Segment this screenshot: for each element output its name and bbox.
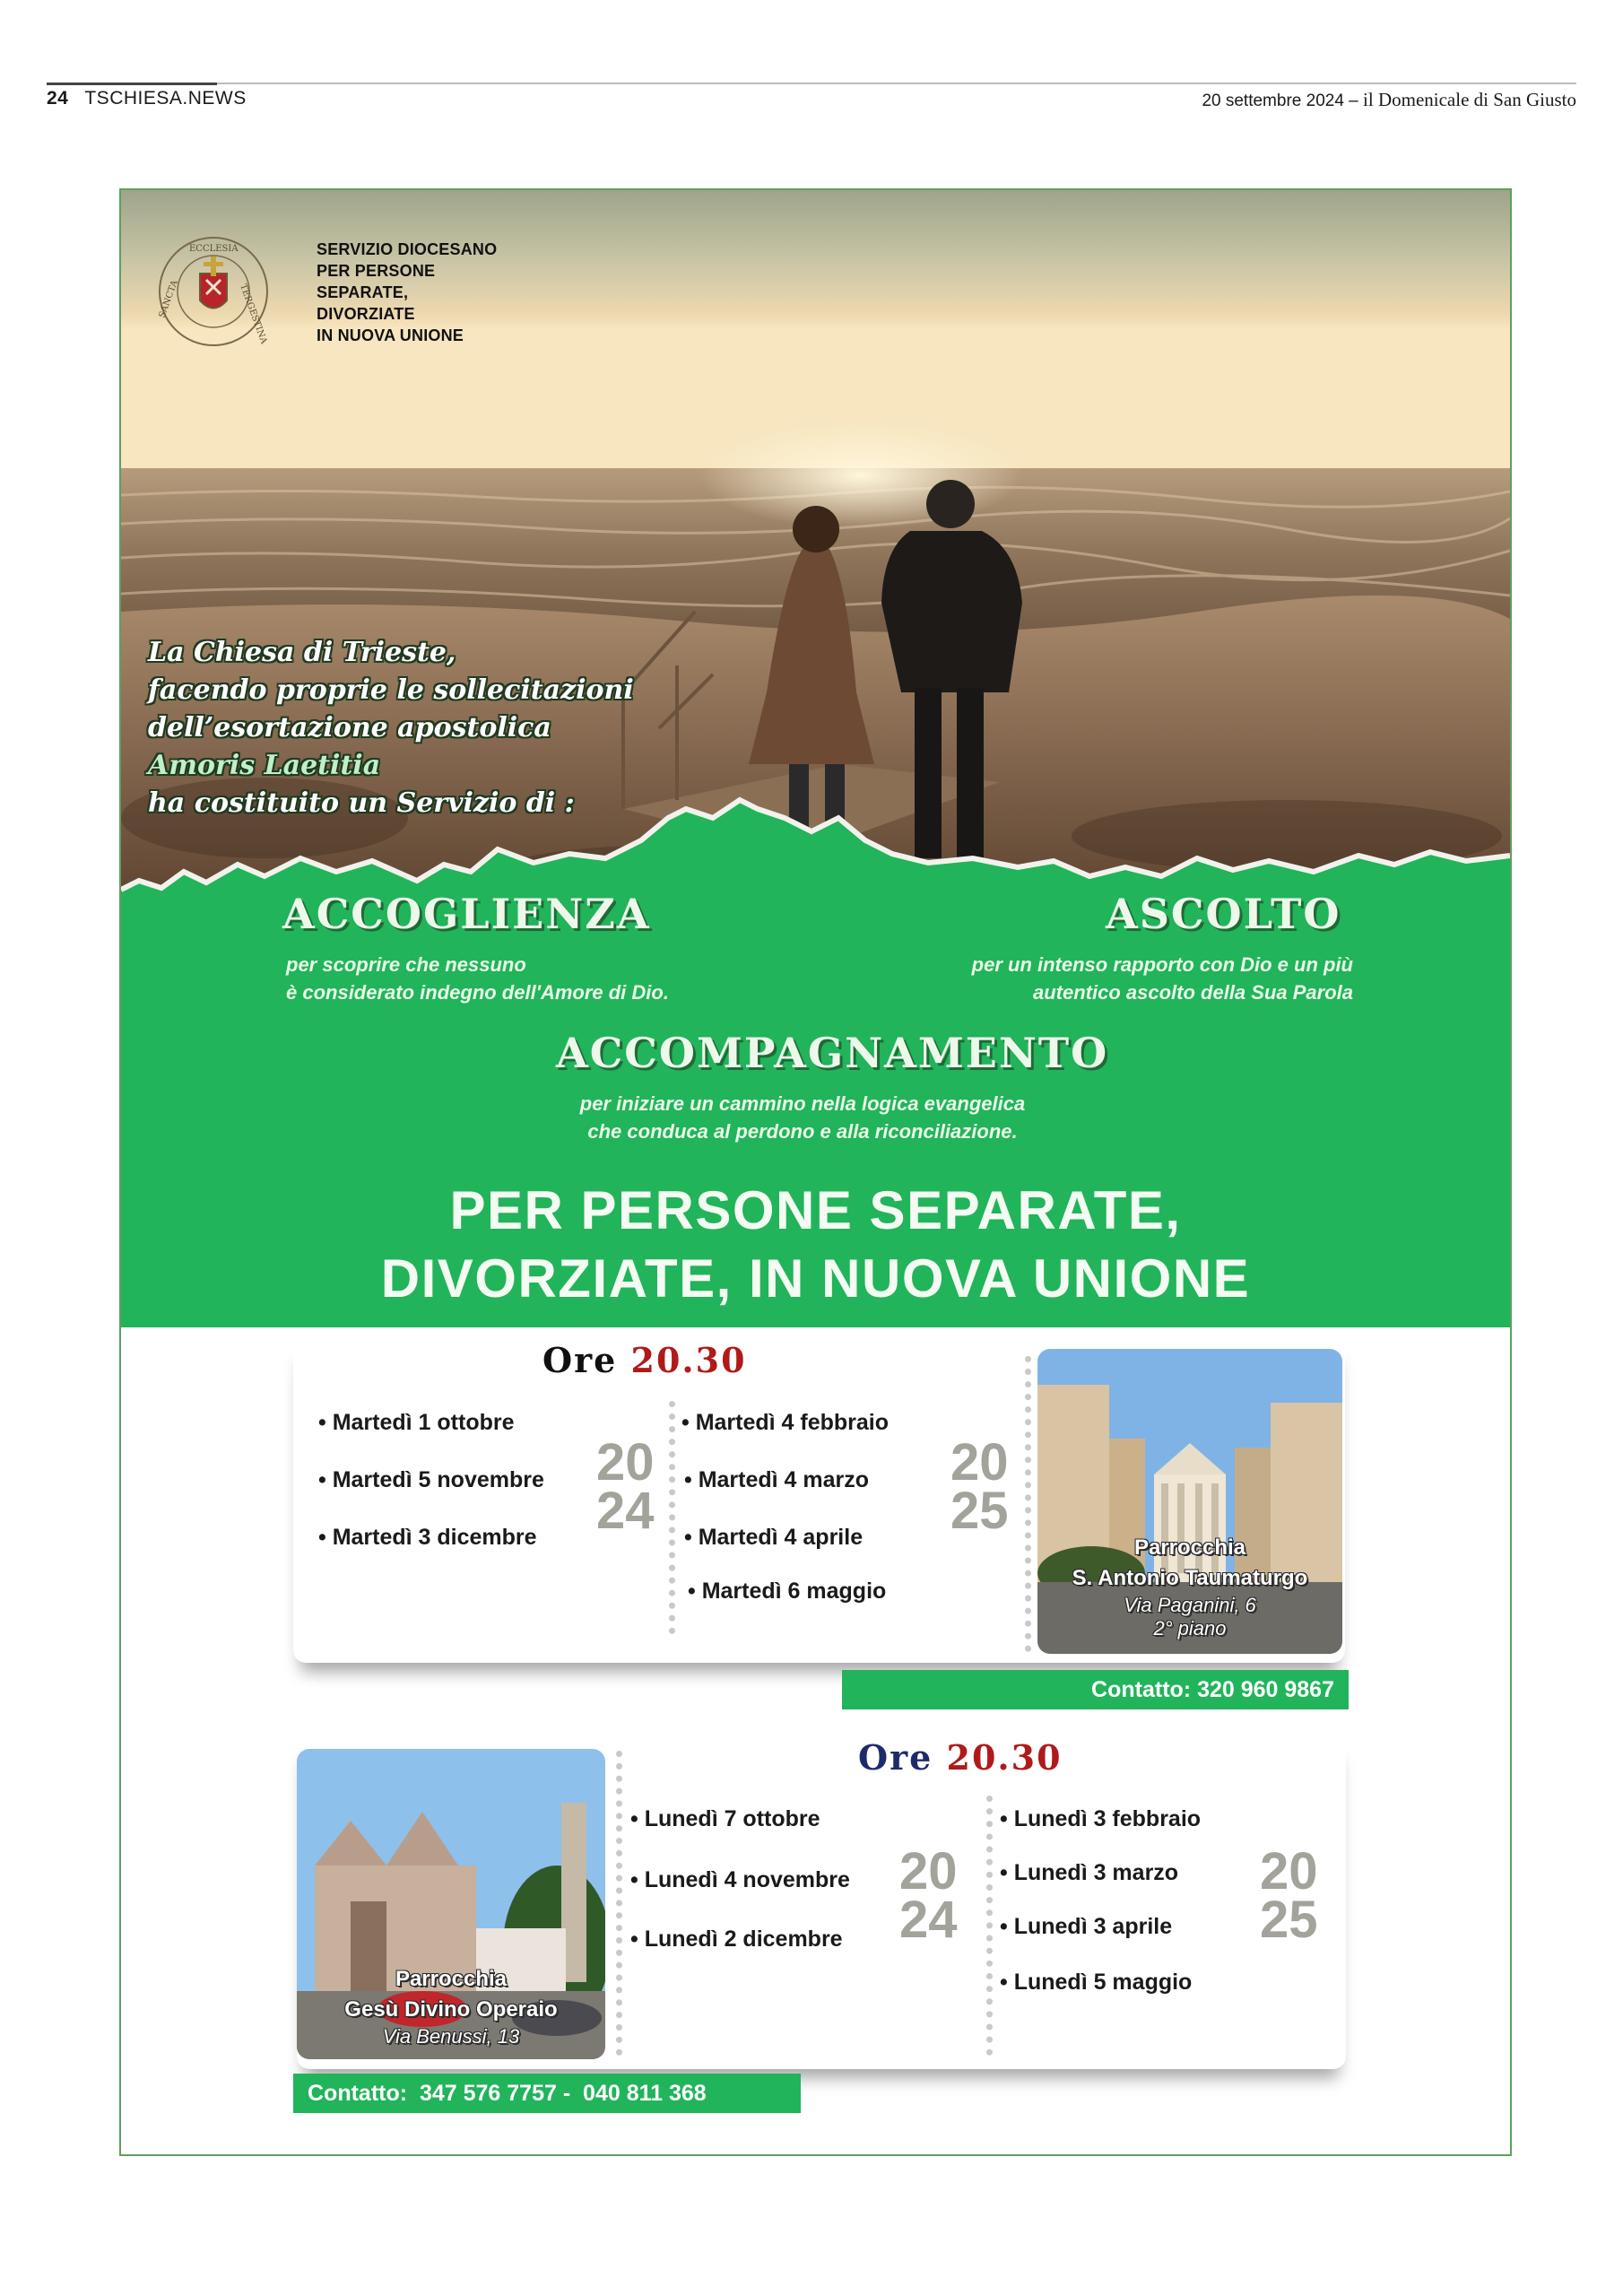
- schedule1-date: • Martedì 3 dicembre: [318, 1525, 537, 1551]
- intro-line: La Chiesa di Trieste,: [148, 637, 456, 668]
- contact-box-1: [842, 1670, 1349, 1709]
- ore-time: 20.30: [946, 1737, 1063, 1778]
- intro-line: ha costituito un Servizio di :: [148, 787, 575, 819]
- parish-name: Gesù Divino Operaio: [344, 1997, 558, 2022]
- page-header-right: [1202, 89, 1576, 111]
- ore-label: Ore: [542, 1340, 618, 1380]
- section-name: TSCHIESA.NEWS: [84, 88, 247, 109]
- parish-address: Via Benussi, 13: [382, 2025, 520, 2048]
- accoglienza-line: è considerato indegno dell'Amore di Dio.: [286, 981, 669, 1004]
- issue-date: 20 settembre 2024 –: [1202, 91, 1358, 110]
- accompagnamento-title: ACCOMPAGNAMENTO: [556, 1029, 1109, 1077]
- schedule2-date: • Lunedì 5 maggio: [1000, 1970, 1192, 1996]
- schedule2-date: • Lunedì 2 dicembre: [630, 1926, 843, 1952]
- year-digits: 24: [596, 1482, 655, 1540]
- schedule2-date: • Lunedì 4 novembre: [630, 1867, 850, 1893]
- schedule1-date: • Martedì 5 novembre: [318, 1467, 544, 1493]
- year-digits: 20: [899, 1842, 958, 1900]
- page-number: 24: [47, 88, 69, 109]
- ascolto-title: ASCOLTO: [1106, 890, 1341, 938]
- green-band: [121, 190, 1510, 1327]
- parish-name: S. Antonio Taumaturgo: [1072, 1566, 1308, 1590]
- parish-word: Parrocchia: [1133, 1535, 1246, 1560]
- schedule1-date: • Martedì 4 marzo: [684, 1467, 869, 1493]
- year-2025: [950, 1433, 1009, 1540]
- year-digits: 25: [950, 1482, 1009, 1540]
- schedule1-date: • Martedì 4 febbraio: [681, 1410, 889, 1436]
- svg-text:SANCTA: SANCTA: [157, 279, 180, 320]
- year-digits: 25: [1260, 1891, 1318, 1949]
- advertisement-poster: [119, 188, 1512, 2156]
- year-2024: [596, 1433, 655, 1540]
- accompagnamento-text: [542, 1090, 1063, 1145]
- accoglienza-line: per scoprire che nessuno: [286, 953, 526, 976]
- ascolto-line: per un intenso rapporto con Dio e un più: [971, 953, 1353, 976]
- headline-line: PER PERSONE SEPARATE,: [449, 1180, 1182, 1240]
- ore-time: 20.30: [630, 1340, 747, 1380]
- accompagnamento-line: che conduca al perdono e alla riconciliazione.: [587, 1120, 1018, 1143]
- schedule1-time: [542, 1340, 747, 1380]
- schedule2-date: • Lunedì 3 marzo: [1000, 1860, 1178, 1886]
- service-line: IN NUOVA UNIONE: [317, 326, 464, 344]
- ore-label: Ore: [858, 1737, 933, 1778]
- svg-text:TERGESTINA: TERGESTINA: [238, 283, 269, 346]
- year-digits: 20: [1260, 1842, 1318, 1900]
- service-line: SEPARATE,: [317, 283, 409, 301]
- page-header-left: [47, 88, 247, 109]
- divider-dots: [616, 1751, 622, 2056]
- year-digits: 24: [899, 1891, 958, 1949]
- schedule2-time: [858, 1737, 1063, 1778]
- intro-line: facendo proprie le sollecitazioni: [148, 674, 634, 706]
- parish-address: Via Paganini, 6: [1124, 1594, 1256, 1616]
- divider-dots: [669, 1401, 675, 1634]
- ascolto-text: [972, 951, 1353, 1006]
- main-headline: [121, 1177, 1510, 1313]
- schedule1-date: • Martedì 1 ottobre: [318, 1410, 515, 1436]
- parish-label: [1037, 1533, 1342, 1640]
- service-line: DIVORZIATE: [317, 305, 415, 323]
- parish-photo-gesu-divino-operaio: [297, 1749, 605, 2059]
- accoglienza-title: ACCOGLIENZA: [282, 890, 651, 938]
- contact-text-1: Contatto: 320 960 9867: [1091, 1677, 1334, 1702]
- parish-word: Parrocchia: [395, 1967, 508, 1991]
- year-digits: 20: [950, 1433, 1009, 1492]
- divider-dots: [1025, 1356, 1031, 1652]
- parish-label: [297, 1964, 605, 2048]
- accompagnamento-line: per iniziare un cammino nella logica evangelica: [579, 1092, 1026, 1115]
- schedule2-date: • Lunedì 3 aprile: [1000, 1914, 1172, 1940]
- intro-line: dell’esortazione apostolica: [148, 712, 551, 744]
- year-digits: 20: [596, 1433, 655, 1492]
- year-2024: [899, 1842, 958, 1949]
- divider-dots: [986, 1796, 993, 2056]
- ascolto-line: autentico ascolto della Sua Parola: [1033, 981, 1353, 1004]
- accoglienza-text: [286, 951, 669, 1006]
- header-rule: [47, 83, 1576, 84]
- schedule1-date: • Martedì 6 maggio: [688, 1578, 886, 1605]
- service-line: PER PERSONE: [317, 262, 436, 280]
- contact-box-2: [293, 2074, 801, 2113]
- schedule2-date: • Lunedì 7 ottobre: [630, 1806, 820, 1832]
- headline-line: DIVORZIATE, IN NUOVA UNIONE: [380, 1248, 1251, 1309]
- svg-text:ECCLESIA: ECCLESIA: [189, 244, 239, 254]
- parish-floor: 2° piano: [1153, 1617, 1227, 1639]
- service-line: SERVIZIO DIOCESANO: [317, 240, 498, 258]
- intro-line-highlight: Amoris Laetitia: [148, 750, 381, 781]
- schedule1-date: • Martedì 4 aprile: [684, 1525, 863, 1551]
- contact-text-2: Contatto: 347 576 7757 - 040 811 368: [308, 2081, 707, 2106]
- parish-photo-s-antonio: [1037, 1349, 1342, 1654]
- schedule2-date: • Lunedì 3 febbraio: [1000, 1806, 1201, 1832]
- year-2025: [1260, 1842, 1318, 1949]
- publication-name: il Domenicale di San Giusto: [1363, 89, 1576, 110]
